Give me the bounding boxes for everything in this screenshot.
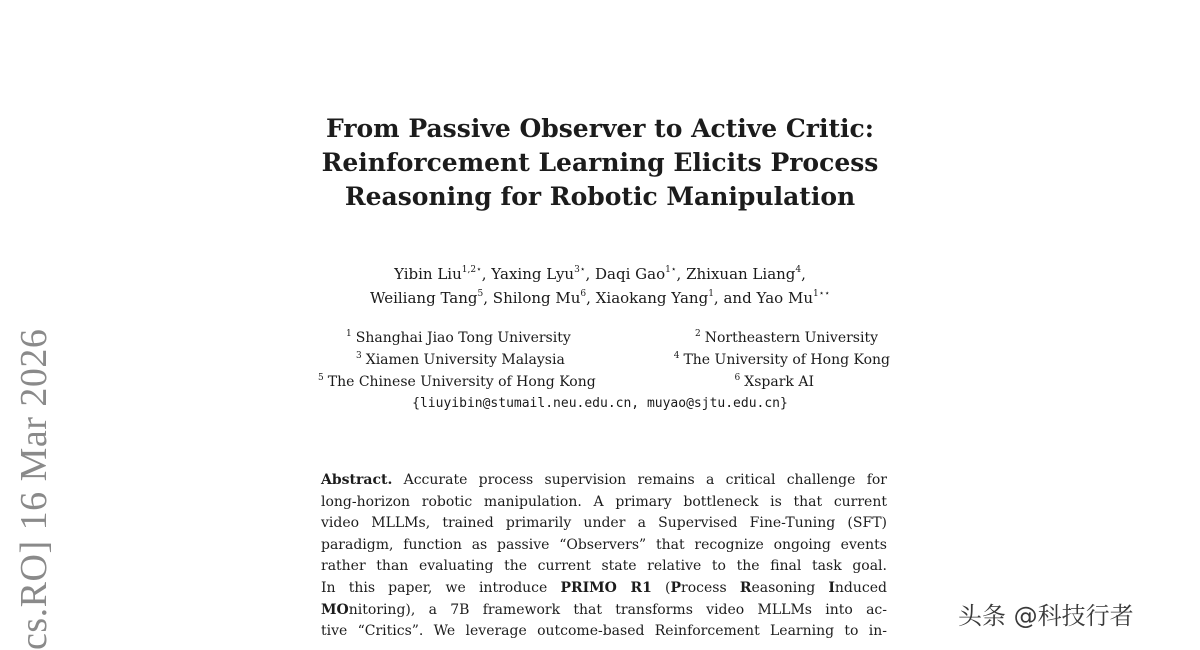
abstract-heading: Abstract. — [321, 472, 393, 488]
contact-emails: {liuyibin@stumail.neu.edu.cn, muyao@sjtu.edu.cn} — [412, 396, 788, 411]
acronym-letter: MO — [321, 601, 349, 618]
acronym-rest: easoning — [751, 579, 829, 596]
conjunction: and — [723, 289, 752, 307]
affiliation-number: 6 — [734, 373, 741, 383]
abstract-line — [321, 470, 887, 492]
author-name: Daqi Gao — [595, 265, 666, 283]
abstract-line — [321, 600, 887, 622]
affiliation — [346, 327, 571, 349]
author-name: Xiaokang Yang — [595, 289, 709, 307]
affiliations-block — [300, 327, 900, 415]
arxiv-identifier-stamp: cs.RO] 16 Mar 2026 — [13, 328, 55, 650]
affiliation-number: 2 — [694, 329, 701, 339]
separator: , — [586, 289, 591, 307]
separator: , — [713, 289, 719, 307]
acronym-rest: nduced — [834, 579, 887, 596]
author-affil-marker: 1,2⋆ — [461, 265, 482, 275]
affiliation-number: 5 — [318, 373, 324, 383]
abstract-text: Accurate process supervision remains a critical challenge for — [403, 472, 887, 488]
author-affil-marker: 5 — [477, 289, 484, 299]
author-line — [300, 286, 900, 310]
separator: , — [483, 289, 489, 307]
abstract-line: paradigm, function as passive “Observers” that recognize ongoing events — [321, 536, 887, 553]
acronym-letter: P — [670, 579, 682, 596]
author-name: Yibin Liu — [394, 265, 462, 283]
acronym-rest: rocess — [681, 579, 740, 596]
affiliation — [674, 349, 890, 371]
author-name: Shilong Mu — [492, 289, 581, 307]
author-list — [300, 262, 900, 310]
author-affil-marker: 3⋆ — [574, 265, 586, 275]
abstract-line: tive “Critics”. We leverage outcome-based Reinforcement Learning to in- — [321, 623, 887, 640]
acronym-letter: I — [828, 579, 835, 596]
affiliation — [318, 371, 596, 393]
affiliation-name: The University of Hong Kong — [683, 352, 890, 368]
affiliation — [735, 371, 814, 393]
paper-title — [300, 112, 900, 214]
separator: , — [585, 265, 591, 283]
title-line: From Passive Observer to Active Critic: — [326, 114, 874, 143]
affiliation — [356, 349, 565, 371]
method-name: PRIMO R1 — [560, 579, 652, 596]
author-affil-marker: 6 — [580, 289, 587, 299]
separator: , — [481, 265, 487, 283]
abstract-text: nitoring), a 7B framework that transforms video MLLMs into ac- — [348, 601, 887, 618]
affiliation-number: 1 — [346, 329, 352, 339]
affiliation-row — [300, 371, 900, 393]
affiliation-row — [300, 327, 900, 349]
author-affil-marker: 1⋆⋆ — [812, 289, 830, 299]
affiliation-name: Shanghai Jiao Tong University — [355, 330, 571, 346]
affiliation-number: 4 — [673, 351, 680, 361]
author-line — [300, 262, 900, 286]
abstract-line: rather than evaluating the current state relative to the final task goal. — [321, 558, 887, 575]
affiliation-name: Xspark AI — [744, 374, 814, 390]
author-name: Weiliang Tang — [370, 289, 478, 307]
author-affil-marker: 1 — [708, 289, 714, 299]
affiliation-number: 3 — [356, 351, 362, 361]
author-affil-marker: 4 — [795, 265, 802, 275]
abstract-text: In this paper, we introduce — [321, 579, 548, 596]
title-line: Reasoning for Robotic Manipulation — [344, 182, 856, 211]
affiliation-row — [300, 349, 900, 371]
acronym-letter: R — [739, 579, 752, 596]
affiliation-name: Northeastern University — [704, 330, 878, 346]
author-affil-marker: 1⋆ — [665, 265, 677, 275]
affiliation-name: The Chinese University of Hong Kong — [327, 374, 596, 390]
abstract — [321, 470, 887, 643]
title-line: Reinforcement Learning Elicits Process — [321, 148, 879, 177]
author-name: Zhixuan Liang — [686, 265, 796, 283]
author-name: Yao Mu — [756, 289, 813, 307]
affiliation — [695, 327, 878, 349]
separator: , — [676, 265, 682, 283]
abstract-line: In this paper, we introduce PRIMO R1 (Process Reasoning Induced — [321, 579, 887, 596]
affiliation-name: Xiamen University Malaysia — [365, 352, 565, 368]
source-watermark: 头条 @科技行者 — [958, 602, 1134, 630]
abstract-line: video MLLMs, trained primarily under a Supervised Fine-Tuning (SFT) — [321, 515, 887, 532]
author-name: Yaxing Lyu — [491, 265, 575, 283]
abstract-line: long-horizon robotic manipulation. A primary bottleneck is that current — [321, 493, 887, 510]
separator: , — [801, 265, 806, 283]
